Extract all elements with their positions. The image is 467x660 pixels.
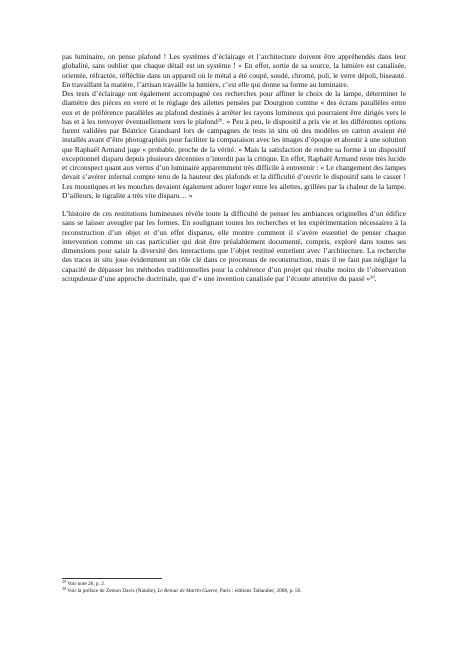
text-run: Voir note 26, p. 2. bbox=[66, 581, 106, 587]
text-run: L’histoire de ces restitutions lumineuses révèle toute la difficulté de penser les ambiances originelles d’un édifice sans se laisser aveugler par les formes. En soulignant toutes les recherches et les expérimentation nécessaires à la reconstruction d’un objet et d’un effet disparus, elle montre comment il s’avère essentiel de penser chaque intervention comme un cas particulier qui doit être préalablement documenté, compris, exploré dans toutes ses dimensions pour saisir la diversité des interactions que l’objet restitué entretient avec l’architecture. La recherche des traces in situ joue évidemment un rôle clé dans ce processus de reconstruction, mais il ne faut pas négliger la capacité de dépasser les méthodes traditionnelles pour la cohérence d’un projet qui résulte moins de l’observation scrupuleuse d’une approche doctrinale, que d’« une invention canalisée par l’écoute attentive du passé » bbox=[62, 209, 406, 283]
text-run: Des tests d’éclairage ont également accompagné ces recherches pour affiner le choix de la lampe, déterminer le diamètre des pièces en verre et le réglage des ailettes pensées par Dourgnon comme « des écrans parallèles entre eux et de préférence parallèles au plafond destinés à arrêter les rayons lumineux qui pourraient être dirigés vers le bas et à les renvoyer éventuellement vers le plafond bbox=[62, 89, 406, 126]
paragraph-gap bbox=[62, 200, 406, 209]
footnote-reference: 30 bbox=[370, 274, 375, 280]
text-run: Voir la préface de Zemon Davis (Natalie), bbox=[66, 588, 158, 595]
paragraph bbox=[62, 52, 406, 89]
paragraph bbox=[62, 89, 406, 200]
text-run: , Paris : éditions Tallandier, 2008, p. 56. bbox=[217, 588, 302, 595]
footnote bbox=[62, 588, 406, 595]
footnote-separator bbox=[62, 578, 162, 579]
footnote-list bbox=[62, 581, 406, 596]
italic-title: Le Retour de Martin Guerre bbox=[157, 588, 218, 595]
text-run: . » Peu à peu, le dispositif a pris vie et les différentes options furent validées par Béatrice Grandsard lors de campagnes de tests in situ où des modèles en carton avaient été installés avant d’être photographiés pour faciliter la comparaison avec les images d’époque et aboutir à une solution que Raphaël Armand juge « probable, proche de la vérité. » Mais la satisfaction de rendre sa forme à un dispositif exceptionnel disparu depuis plusieurs décennies n’interdit pas la critique. En effet, Raphaël Armand reste très lucide et circonspect quant aux vertus d’un luminaire apparemment très difficile à entretenir : « Le changement des lampes devait s’avérer infernal compte tenu de la hauteur des plafonds et la difficulté d’ouvrir le dispositif sans le casser ! Les moustiques et les mouches devaient également adorer loger entre les ailettes, grillées par la chaleur de la lampe. D’ailleurs, le tigralite a très vite disparu… » bbox=[62, 116, 406, 200]
footnote-reference: 29 bbox=[217, 117, 223, 123]
text-run: . bbox=[374, 273, 377, 283]
text-run: pas luminaire, on pense plafond ! Les systèmes d’éclairage et l’architecture doivent être appréhendés dans leur globalité, sans oublier que chaque détail est un système ! » En effet, sortie de sa source, la lumière est canalisée, orientée, réfractée, réfléchie dans un appareil où le métal a été coupé, soudé, chromé, poli, le verre dépoli, biseauté. En travaillant la matière, l’artisan travaille la lumière, c’est elle qui donne sa forme au luminaire. bbox=[62, 52, 406, 89]
footnotes bbox=[62, 578, 406, 596]
paragraph bbox=[62, 209, 406, 283]
footnote-number: 29 bbox=[62, 579, 66, 584]
body-text bbox=[62, 52, 406, 283]
footnote-number: 30 bbox=[62, 586, 66, 592]
